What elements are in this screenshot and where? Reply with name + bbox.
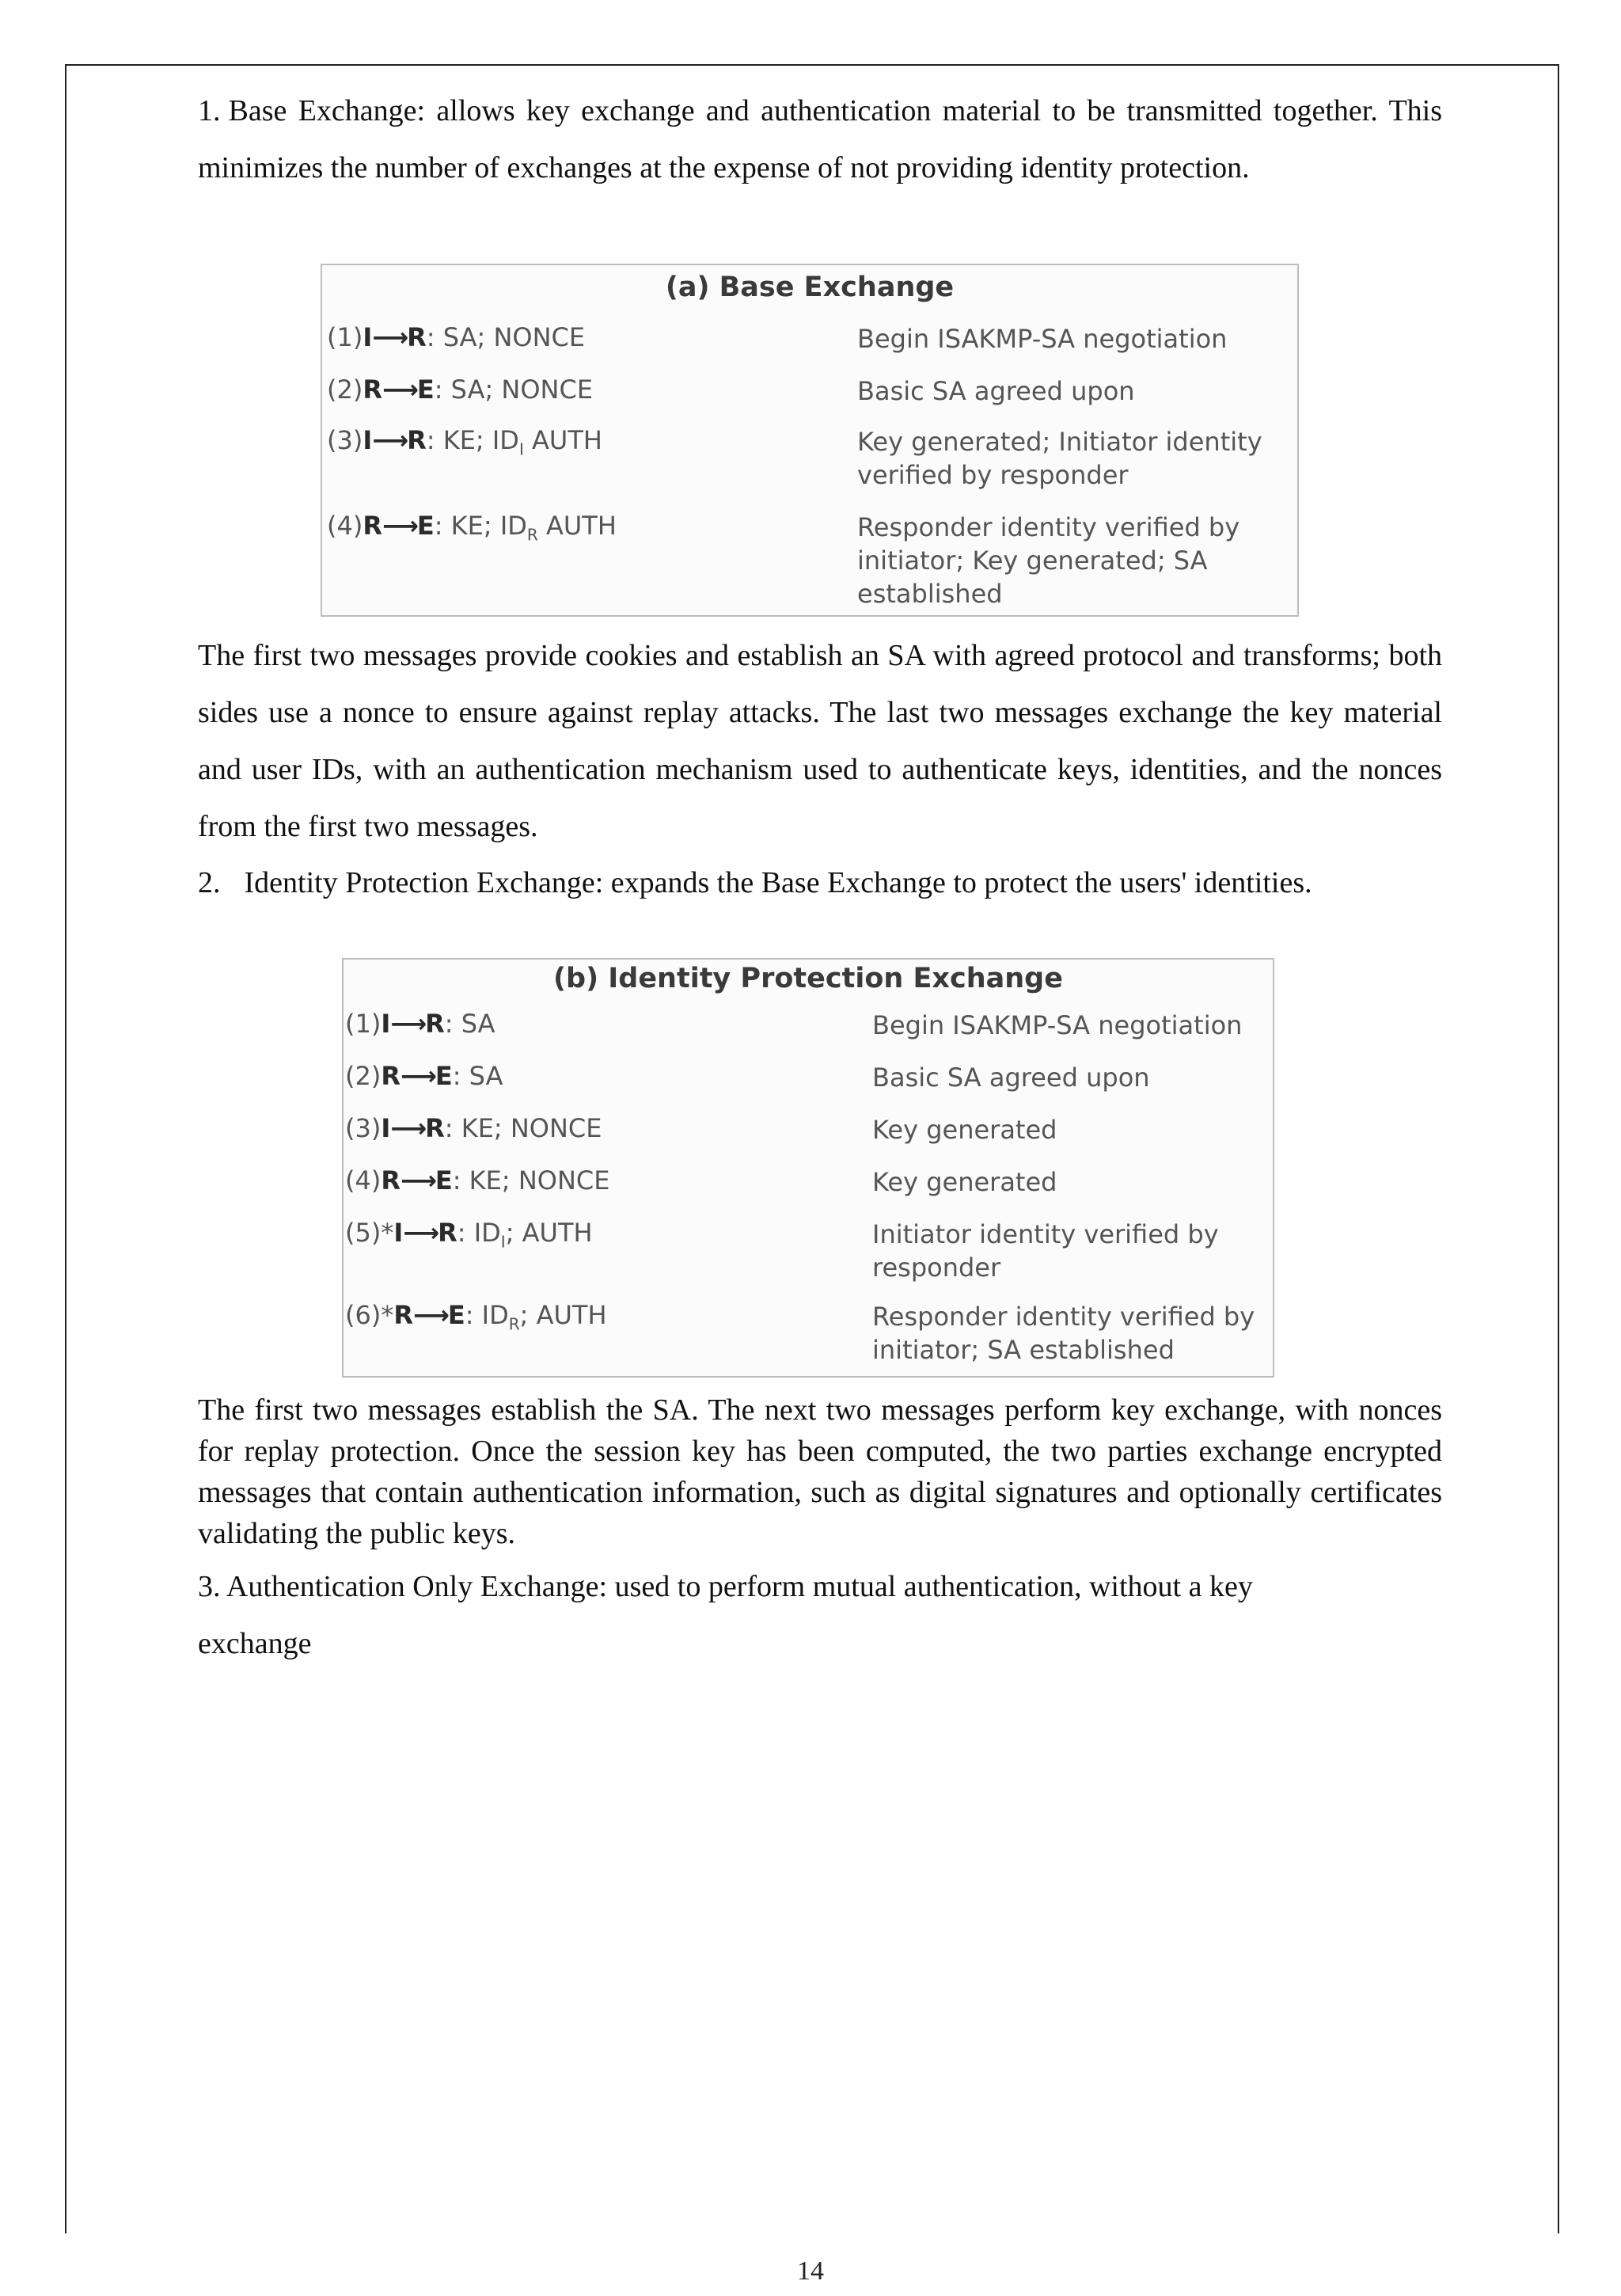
message-payload-tail: ; AUTH [505, 1218, 593, 1248]
message-receiver: R [407, 322, 427, 352]
message-payload: : KE; NONCE [452, 1165, 610, 1196]
message-sender: R [381, 1061, 401, 1091]
arrow-right-icon: ⟶ [390, 1009, 426, 1039]
message-cell [345, 1113, 602, 1143]
figure-title: (a) Base Exchange [665, 272, 955, 303]
message-payload: : KE; ID [426, 425, 519, 455]
message-sender: R [363, 374, 382, 405]
message-sender: I [393, 1218, 404, 1248]
list-number: 1. [198, 94, 221, 127]
message-number: (2) [327, 374, 363, 405]
description-cell: Responder identity verified by initiator; Key generated; SA established [857, 512, 1240, 609]
page-number: 14 [797, 2256, 824, 2286]
paragraph-text: The first two messages provide cookies and establish an SA with agreed protocol and transforms; both sides use a nonce to ensure against replay attacks. The last two messages exchange the key material and user IDs, with an authentication mechanism used to authenticate keys, identities, and the nonces from the first two messages. [198, 639, 1442, 843]
message-receiver: R [438, 1218, 457, 1248]
paragraph-base-exchange-explanation [198, 627, 1442, 855]
message-receiver: E [447, 1300, 465, 1330]
paragraph-text: Base Exchange: allows key exchange and authentication material to be transmitted together. This minimizes the number of exchanges at the expense of not providing identity protection. [198, 94, 1442, 184]
description-cell: Begin ISAKMP-SA negotiation [857, 324, 1228, 354]
message-cell [345, 1300, 607, 1333]
arrow-right-icon: ⟶ [372, 425, 408, 455]
description-cell: Responder identity verified by initiator; SA established [872, 1302, 1255, 1365]
paragraph-identity-protection-explanation [198, 1389, 1442, 1554]
message-payload: : SA [452, 1061, 503, 1091]
description-cell: Initiator identity verified by responder [872, 1219, 1219, 1283]
message-receiver: E [416, 374, 435, 405]
message-sender: R [363, 511, 382, 541]
message-payload: : ID [465, 1300, 509, 1330]
figure-base-exchange [321, 264, 1299, 617]
message-subscript: I [518, 439, 524, 459]
message-payload-tail: ; AUTH [519, 1300, 607, 1330]
message-number: (3) [327, 425, 363, 455]
message-number: (5)* [345, 1218, 394, 1248]
message-number: (1) [327, 322, 363, 352]
arrow-right-icon: ⟶ [382, 374, 417, 405]
message-cell [327, 322, 585, 352]
paragraph-text: The first two messages establish the SA. The next two messages perform key exchange, with nonces for replay protection. Once the session key has been computed, the two parties exchange encrypted messages that contain authentication information, such as digital signatures and optionally certificates validating the public keys. [198, 1393, 1442, 1550]
paragraph-base-exchange [198, 82, 1442, 196]
message-number: (3) [345, 1113, 382, 1143]
paragraph-line: 3. Authentication Only Exchange: used to perform mutual authentication, without a key [198, 1570, 1253, 1603]
message-cell [345, 1061, 503, 1091]
arrow-right-icon: ⟶ [390, 1113, 426, 1143]
message-cell [327, 425, 602, 458]
arrow-right-icon: ⟶ [400, 1061, 435, 1091]
message-cell [345, 1165, 609, 1196]
message-subscript: R [508, 1314, 520, 1334]
arrow-right-icon: ⟶ [400, 1165, 435, 1196]
description-cell: Key generated; Initiator identity verified by responder [857, 427, 1262, 490]
message-number: (1) [345, 1009, 382, 1039]
message-subscript: I [500, 1232, 506, 1252]
list-number: 2. [198, 866, 221, 899]
figure-identity-protection-exchange [342, 958, 1274, 1378]
message-payload: : KE; NONCE [444, 1113, 602, 1143]
message-receiver: E [435, 1165, 453, 1196]
message-payload: : ID [457, 1218, 501, 1248]
paragraph-authentication-only [198, 1558, 1442, 1672]
message-payload: : SA; NONCE [434, 374, 594, 405]
paragraph-line: exchange [198, 1627, 312, 1660]
message-sender: I [363, 322, 373, 352]
description-cell: Key generated [872, 1167, 1057, 1197]
figure-title: (b) Identity Protection Exchange [553, 963, 1063, 994]
message-number: (4) [327, 511, 363, 541]
message-receiver: E [416, 511, 435, 541]
message-payload: : SA; NONCE [426, 322, 586, 352]
arrow-right-icon: ⟶ [372, 322, 408, 352]
message-cell [327, 374, 593, 405]
message-receiver: R [407, 425, 427, 455]
message-sender: I [381, 1009, 391, 1039]
arrow-right-icon: ⟶ [403, 1218, 438, 1248]
message-payload-tail: AUTH [537, 511, 617, 541]
message-cell [345, 1218, 593, 1251]
message-payload: : KE; ID [434, 511, 527, 541]
message-payload-tail: AUTH [523, 425, 602, 455]
message-sender: R [381, 1165, 401, 1196]
arrow-right-icon: ⟶ [412, 1300, 448, 1330]
arrow-right-icon: ⟶ [382, 511, 417, 541]
message-subscript: R [526, 525, 538, 545]
description-cell: Begin ISAKMP-SA negotiation [872, 1010, 1243, 1040]
message-number: (4) [345, 1165, 382, 1196]
description-cell: Key generated [872, 1115, 1057, 1145]
message-number: (6)* [345, 1300, 394, 1330]
message-receiver: E [435, 1061, 453, 1091]
message-sender: R [393, 1300, 413, 1330]
paragraph-text: Identity Protection Exchange: expands the Base Exchange to protect the users' identities. [244, 866, 1312, 899]
message-cell [327, 511, 617, 544]
message-receiver: R [425, 1113, 445, 1143]
message-receiver: R [425, 1009, 445, 1039]
paragraph-identity-protection [198, 864, 1442, 902]
description-cell: Basic SA agreed upon [857, 376, 1135, 406]
message-number: (2) [345, 1061, 382, 1091]
description-cell: Basic SA agreed upon [872, 1062, 1150, 1093]
message-cell [345, 1009, 495, 1039]
message-sender: I [381, 1113, 391, 1143]
message-payload: : SA [444, 1009, 495, 1039]
message-sender: I [363, 425, 373, 455]
